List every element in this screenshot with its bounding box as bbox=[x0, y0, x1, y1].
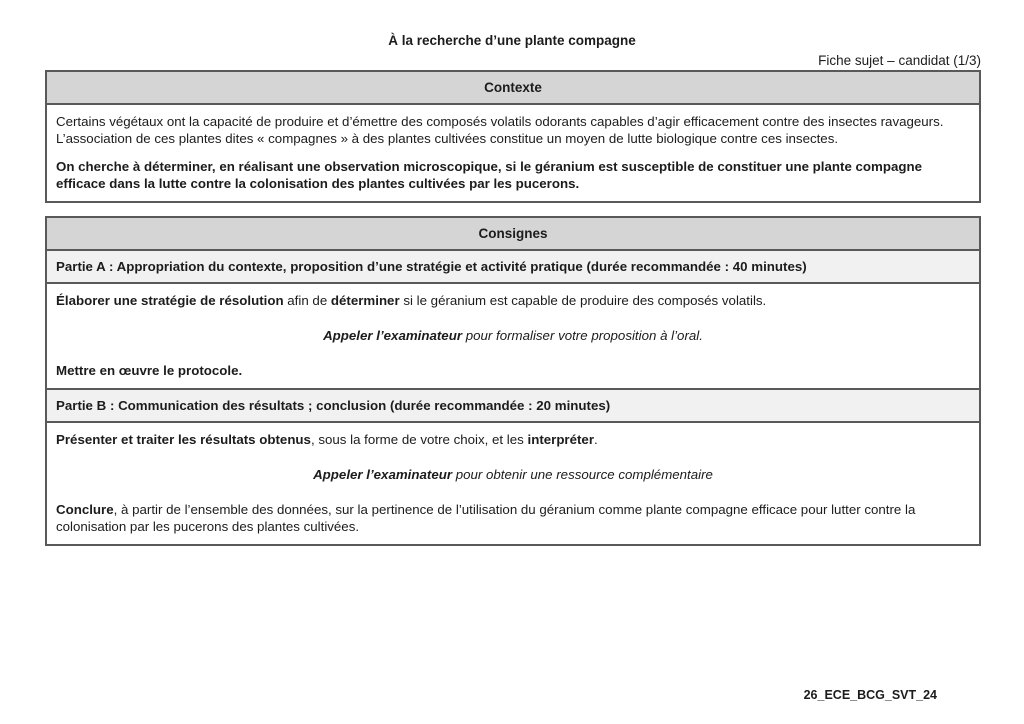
partie-a-instr1-bold: Élaborer une stratégie de résolution bbox=[56, 293, 284, 308]
contexte-paragraph-2: On cherche à déterminer, en réalisant une observation microscopique, si le géranium est susceptible de constituer une plante compagne efficace dans la lutte contre la colonisation des plantes cultivées par les pucerons. bbox=[56, 159, 923, 191]
partie-b-instr1-bold2: interpréter bbox=[527, 432, 595, 447]
partie-b-conclusion-text: , à partir de l’ensemble des données, sur la pertinence de l’utilisation du géranium comme plante compagne efficace pour lutter contre la colonisation par les pucerons des plantes cultivées. bbox=[56, 502, 916, 534]
partie-b-row: Partie B : Communication des résultats ; conclusion (durée recommandée : 20 minutes) bbox=[47, 390, 979, 423]
partie-b-body bbox=[47, 423, 979, 544]
partie-b-instr1-bold: Présenter et traiter les résultats obtenus bbox=[56, 432, 311, 447]
partie-a-instr1-bold2: déterminer bbox=[330, 293, 400, 308]
partie-b-call-examiner bbox=[56, 466, 970, 483]
partie-a-row: Partie A : Appropriation du contexte, proposition d’une stratégie et activité pratique (durée recommandée : 40 minutes) bbox=[47, 251, 979, 284]
partie-b-call-text: pour obtenir une ressource complémentaire bbox=[452, 467, 713, 482]
consignes-table bbox=[45, 216, 981, 546]
partie-a-instr1-text2: si le géranium est capable de produire des composés volatils. bbox=[399, 293, 767, 308]
partie-b-instr1-text2: . bbox=[594, 432, 598, 447]
partie-a-call-text: pour formaliser votre proposition à l’oral. bbox=[462, 328, 703, 343]
tables-container bbox=[45, 70, 981, 546]
partie-b-instr1-text: , sous la forme de votre choix, et les bbox=[310, 432, 528, 447]
partie-a-instr1-text: afin de bbox=[283, 293, 331, 308]
consignes-header: Consignes bbox=[47, 218, 979, 251]
footer-document-code: 26_ECE_BCG_SVT_24 bbox=[803, 688, 937, 702]
partie-b-conclusion-bold: Conclure bbox=[56, 502, 114, 517]
partie-b-call-bold: Appeler l’examinateur bbox=[313, 467, 453, 482]
partie-a-instruction-1 bbox=[56, 292, 970, 309]
page-title: À la recherche d’une plante compagne bbox=[388, 33, 636, 48]
partie-b-conclusion bbox=[56, 501, 970, 535]
contexte-table bbox=[45, 70, 981, 203]
contexte-body bbox=[47, 105, 979, 201]
partie-a-call-examiner bbox=[56, 327, 970, 344]
header-right-label: Fiche sujet – candidat (1/3) bbox=[818, 53, 981, 68]
contexte-header: Contexte bbox=[47, 72, 979, 105]
partie-a-instruction-2: Mettre en œuvre le protocole. bbox=[56, 363, 243, 378]
partie-a-call-bold: Appeler l’examinateur bbox=[323, 328, 462, 343]
partie-b-instruction-1 bbox=[56, 431, 970, 448]
contexte-paragraph-1: Certains végétaux ont la capacité de produire et d’émettre des composés volatils odorants capables d’agir efficacement contre des insectes ravageurs. L’association de ces plantes dites « compagnes » à des plantes cultivées constitue un moyen de lutte biologique contre ces insectes. bbox=[56, 114, 944, 146]
partie-a-body bbox=[47, 284, 979, 390]
